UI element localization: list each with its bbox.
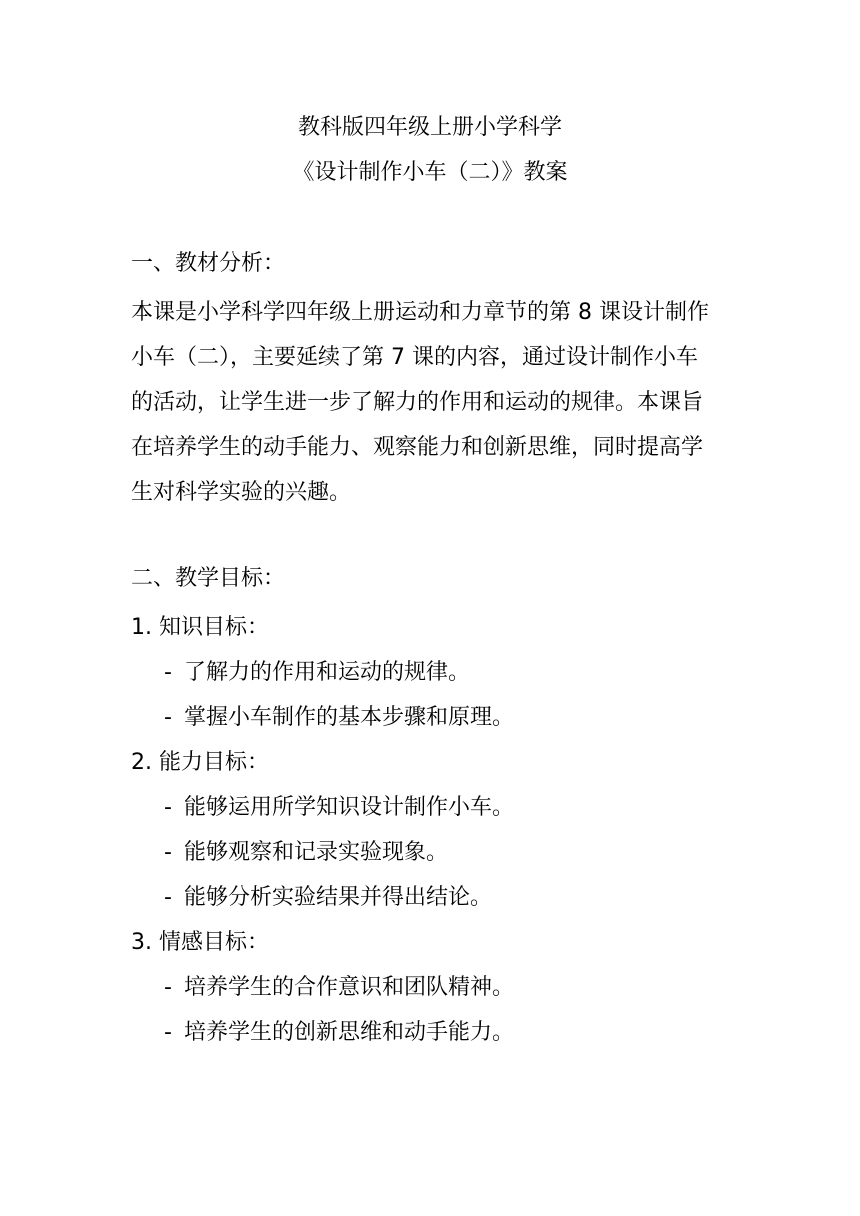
section-paragraph-textbook-analysis [131, 290, 731, 515]
goal-category-emotion [131, 920, 751, 965]
section-heading-textbook-analysis: 一、教材分析： [131, 251, 286, 276]
bullet-dash: - [164, 975, 172, 1000]
paragraph-line: 本课是小学科学四年级上册运动和力章节的第 8 课设计制作 [131, 300, 709, 325]
document-title: 教科版四年级上册小学科学 [297, 115, 562, 140]
list-item [131, 965, 751, 1010]
list-item-text: 培养学生的合作意识和团队精神。 [184, 975, 515, 1000]
list-item-text: 了解力的作用和运动的规律。 [184, 660, 471, 685]
list-item-text: 能够运用所学知识设计制作小车。 [184, 795, 515, 820]
bullet-dash: - [164, 1020, 172, 1045]
paragraph-line: 小车（二），主要延续了第 7 课的内容，通过设计制作小车 [131, 345, 698, 370]
list-item [131, 695, 751, 740]
list-item [131, 875, 751, 920]
goals-list [131, 605, 751, 1055]
list-number: 3. [131, 930, 152, 955]
paragraph-line: 在培养学生的动手能力、观察能力和创新思维，同时提高学 [131, 435, 704, 460]
list-number: 2. [131, 750, 152, 775]
list-item [131, 1010, 751, 1055]
goal-category-ability [131, 740, 751, 785]
list-item [131, 650, 751, 695]
list-item [131, 785, 751, 830]
list-item-text: 培养学生的创新思维和动手能力。 [184, 1020, 515, 1045]
document-subtitle: 《设计制作小车（二）》教案 [292, 160, 568, 185]
section-heading-teaching-goals: 二、教学目标： [131, 566, 286, 591]
bullet-dash: - [164, 840, 172, 865]
paragraph-line: 生对科学实验的兴趣。 [131, 480, 352, 505]
goal-category-knowledge [131, 605, 751, 650]
list-item-text: 掌握小车制作的基本步骤和原理。 [184, 705, 515, 730]
paragraph-line: 的活动，让学生进一步了解力的作用和运动的规律。本课旨 [131, 390, 704, 415]
bullet-dash: - [164, 885, 172, 910]
list-number: 1. [131, 615, 152, 640]
bullet-dash: - [164, 705, 172, 730]
bullet-dash: - [164, 795, 172, 820]
list-item [131, 830, 751, 875]
goal-category-label: 情感目标： [159, 930, 270, 955]
bullet-dash: - [164, 660, 172, 685]
list-item-text: 能够观察和记录实验现象。 [184, 840, 449, 865]
goal-category-label: 能力目标： [159, 750, 270, 775]
list-item-text: 能够分析实验结果并得出结论。 [184, 885, 493, 910]
goal-category-label: 知识目标： [159, 615, 270, 640]
